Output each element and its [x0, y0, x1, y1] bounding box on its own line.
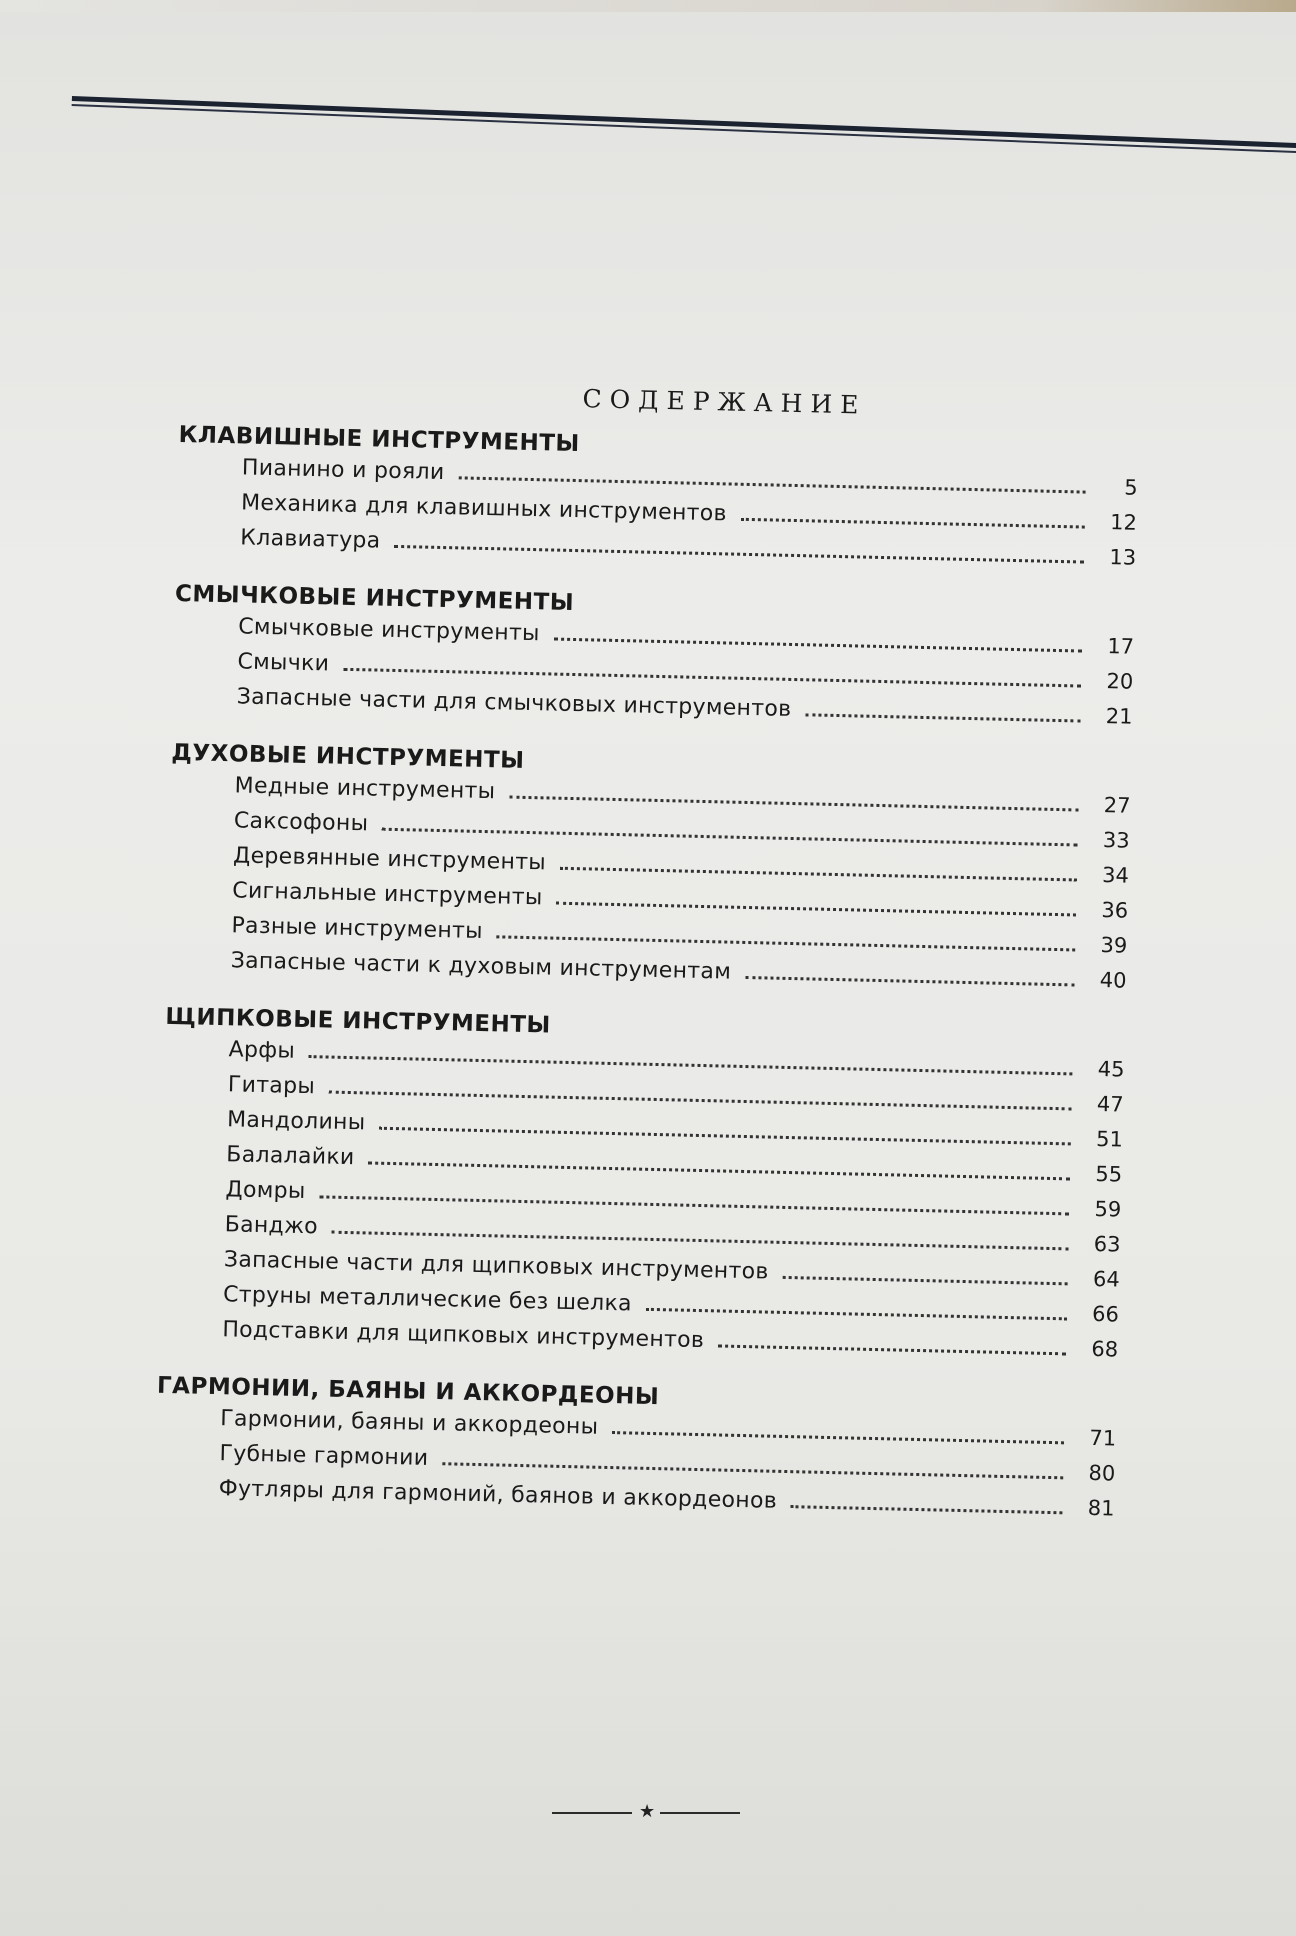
toc-section-keyboard: [176, 422, 1139, 581]
entry-label: Балалайки: [226, 1142, 355, 1171]
entry-page-number: 71: [1089, 1425, 1117, 1451]
entry-label: Пианино и рояли: [241, 455, 445, 486]
entry-page-number: 36: [1101, 898, 1129, 923]
entry-label: Запасные части к духовым инструментам: [230, 948, 732, 985]
entry-label: Саксофоны: [233, 808, 369, 837]
dot-leader: [319, 1194, 1069, 1215]
toc-section-bowed: [172, 581, 1135, 740]
entry-label: Мандолины: [226, 1107, 366, 1136]
entry-label: Запасные части для смычковых инструментов: [236, 684, 792, 722]
dot-leader: [343, 667, 1081, 688]
dot-leader: [394, 544, 1084, 564]
dot-leader: [329, 1090, 1072, 1111]
dot-leader: [332, 1230, 1069, 1251]
section-heading: ГАРМОНИИ, БАЯНЫ И АККОРДЕОНЫ: [156, 1372, 660, 1411]
dot-leader: [741, 517, 1085, 529]
section-heading: ДУХОВЫЕ ИНСТРУМЕНТЫ: [171, 739, 525, 774]
entry-page-number: 51: [1095, 1126, 1124, 1152]
toc-section-wind: [166, 740, 1131, 1004]
entry-page-number: 39: [1100, 933, 1128, 958]
section-heading: КЛАВИШНЫЕ ИНСТРУМЕНТЫ: [178, 421, 581, 458]
entry-page-number: 81: [1087, 1495, 1115, 1521]
entry-page-number: 66: [1091, 1301, 1120, 1327]
entry-label: Смычковые инструменты: [238, 614, 541, 647]
table-of-contents: [154, 375, 1140, 1553]
toc-section-accordions: [154, 1373, 1117, 1532]
dot-leader: [718, 1343, 1066, 1355]
entry-page-number: 45: [1097, 1057, 1125, 1082]
entry-label: Футляры для гармоний, баянов и аккордеонов: [218, 1476, 778, 1514]
dot-leader: [745, 975, 1074, 986]
dot-leader: [509, 795, 1078, 812]
entry-page-number: 33: [1102, 828, 1130, 853]
entry-label: Банджо: [224, 1212, 319, 1240]
entry-label: Арфы: [228, 1037, 296, 1064]
entry-page-number: 12: [1109, 510, 1138, 535]
entry-page-number: 40: [1099, 968, 1127, 993]
dot-leader: [442, 1461, 1063, 1479]
page-top-edge: [0, 0, 1296, 12]
header-rule: [72, 96, 1296, 153]
dot-leader: [309, 1054, 1072, 1075]
section-heading: СМЫЧКОВЫЕ ИНСТРУМЕНТЫ: [174, 580, 575, 616]
dot-leader: [791, 1504, 1063, 1514]
entry-page-number: 13: [1109, 545, 1137, 570]
ornament-line-left: [552, 1812, 632, 1814]
toc-title: СОДЕРЖАНИЕ: [582, 384, 867, 420]
entry-page-number: 68: [1091, 1336, 1119, 1362]
entry-label: Запасные части для щипковых инструментов: [223, 1247, 769, 1285]
entry-label: Деревянные инструменты: [232, 843, 547, 876]
entry-page-number: 27: [1103, 793, 1131, 818]
entry-label: Губные гармонии: [219, 1441, 429, 1471]
dot-leader: [560, 866, 1077, 882]
star-icon: ★: [639, 1801, 656, 1822]
entry-page-number: 64: [1092, 1266, 1120, 1292]
entry-page-number: 59: [1094, 1196, 1122, 1222]
entry-label: Смычки: [237, 649, 330, 677]
dot-leader: [805, 712, 1080, 722]
dot-leader: [783, 1275, 1068, 1285]
dot-leader: [458, 475, 1085, 493]
entry-page-number: 20: [1106, 669, 1134, 694]
entry-page-number: 63: [1093, 1231, 1121, 1257]
entry-page-number: 5: [1124, 475, 1138, 500]
entry-label: Гармонии, баяны и аккордеоны: [220, 1406, 599, 1440]
entry-page-number: 80: [1088, 1460, 1116, 1486]
dot-leader: [497, 934, 1076, 951]
section-heading: ЩИПКОВЫЕ ИНСТРУМЕНТЫ: [165, 1003, 552, 1039]
header-rule-thick: [72, 96, 1296, 148]
entry-page-number: 55: [1095, 1161, 1123, 1187]
dot-leader: [646, 1307, 1067, 1321]
entry-label: Медные инструменты: [234, 773, 496, 805]
footer-ornament: [552, 1801, 742, 1822]
entry-page-number: 21: [1105, 704, 1133, 729]
dot-leader: [368, 1160, 1070, 1180]
entry-label: Клавиатура: [240, 525, 381, 554]
toc-section-plucked: [158, 1004, 1126, 1373]
entry-label: Домры: [225, 1177, 306, 1205]
entry-page-number: 17: [1107, 634, 1135, 659]
dot-leader: [379, 1126, 1071, 1146]
entry-label: Подставки для щипковых инструментов: [222, 1317, 705, 1354]
entry-label: Механика для клавишных инструментов: [240, 490, 728, 527]
entry-label: Гитары: [227, 1072, 316, 1100]
dot-leader: [554, 637, 1082, 653]
dot-leader: [556, 901, 1076, 917]
ornament-line-right: [660, 1812, 740, 1814]
entry-page-number: 47: [1096, 1091, 1124, 1117]
entry-label: Разные инструменты: [231, 913, 484, 945]
entry-page-number: 34: [1101, 863, 1130, 888]
header-rule-thin: [72, 104, 1296, 153]
entry-label: Сигнальные инструменты: [232, 878, 543, 911]
dot-leader: [612, 1430, 1064, 1444]
dot-leader: [382, 827, 1077, 847]
entry-label: Струны металлические без шелка: [222, 1282, 633, 1317]
